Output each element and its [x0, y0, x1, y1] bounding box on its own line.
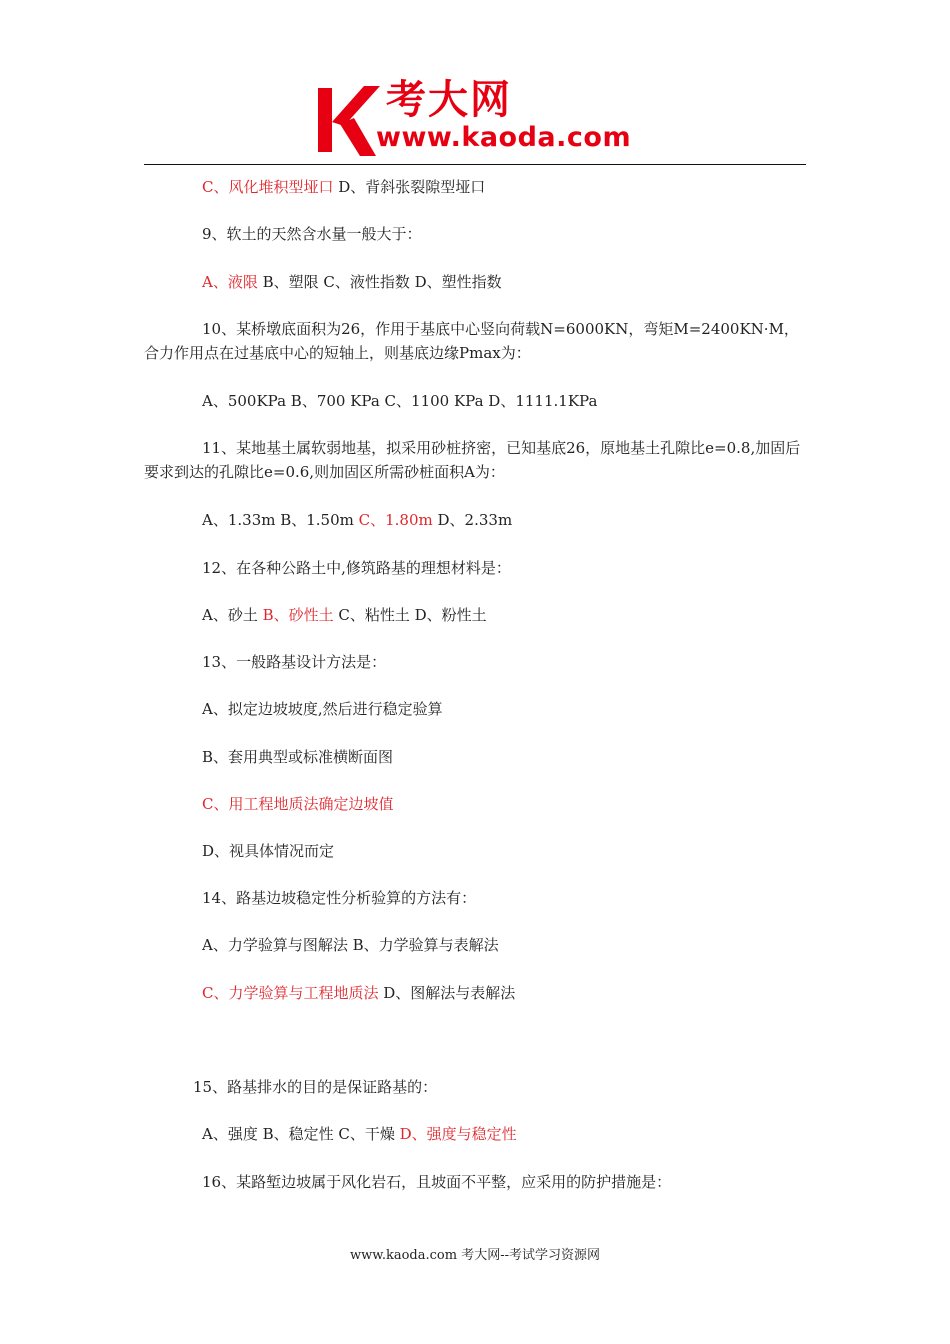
option-text: C、粘性土 D、粉性土	[333, 606, 487, 624]
question-15-options	[202, 1122, 517, 1146]
option-text: A、强度 B、稳定性 C、干燥	[202, 1125, 400, 1143]
question-13: 13、一般路基设计方法是：	[202, 653, 387, 671]
question-10: 10、某桥墩底面积为26，作用于基底中心竖向荷载N=6000KN，弯矩M=2400KN·M，合力作用点在过基底中心的短轴上，则基底边缘Pmax为：	[144, 320, 799, 362]
answer-option: A、液限	[202, 273, 258, 291]
logo-url: www.kaoda.com	[376, 122, 632, 153]
site-logo	[318, 78, 648, 160]
question-9: 9、软土的天然含水量一般大于：	[202, 225, 422, 243]
k-logo-icon	[318, 82, 384, 158]
question-10-options: A、500KPa B、700 KPa C、1100 KPa D、1111.1KPa	[202, 392, 598, 410]
logo-title: 考大网	[386, 77, 512, 123]
question-14-options-ab: A、力学验算与图解法 B、力学验算与表解法	[202, 936, 499, 954]
answer-option: C、风化堆积型垭口	[202, 178, 334, 196]
answer-option: C、力学验算与工程地质法	[202, 984, 379, 1002]
question-13-option-b: B、套用典型或标准横断面图	[202, 748, 394, 766]
question-15: 15、路基排水的目的是保证路基的：	[193, 1078, 438, 1096]
question-16: 16、某路堑边坡属于风化岩石，且坡面不平整，应采用的防护措施是：	[202, 1173, 672, 1191]
question-14-options-cd	[202, 981, 515, 1005]
option-text: D、图解法与表解法	[378, 984, 516, 1002]
answer-option: B、砂性土	[262, 606, 334, 624]
question-13-option-a: A、拟定边坡坡度,然后进行稳定验算	[202, 700, 443, 718]
option-line-c-d	[202, 175, 485, 199]
question-12-options	[202, 603, 487, 627]
option-text: A、1.33m B、1.50m	[202, 511, 359, 529]
page-footer: www.kaoda.com 考大网--考试学习资源网	[350, 1248, 600, 1263]
option-text: A、砂土	[202, 606, 263, 624]
option-text: B、塑限 C、液性指数 D、塑性指数	[257, 273, 502, 291]
answer-option: C、1.80m	[358, 511, 433, 529]
answer-option: D、强度与稳定性	[399, 1125, 517, 1143]
question-13-option-c-answer: C、用工程地质法确定边坡值	[202, 795, 394, 813]
question-9-options	[202, 270, 502, 294]
question-11: 11、某地基土属软弱地基，拟采用砂桩挤密，已知基底26，原地基土孔隙比e=0.8,加固后要求到达的孔隙比e=0.6,则加固区所需砂桩面积A为：	[144, 439, 801, 481]
header-divider	[144, 164, 806, 165]
question-13-option-d: D、视具体情况而定	[202, 842, 335, 860]
question-14: 14、路基边坡稳定性分析验算的方法有：	[202, 889, 477, 907]
question-11-options	[202, 508, 512, 532]
option-text: D、背斜张裂隙型垭口	[333, 178, 486, 196]
question-12: 12、在各种公路土中,修筑路基的理想材料是：	[202, 559, 511, 577]
option-text: D、2.33m	[432, 511, 513, 529]
